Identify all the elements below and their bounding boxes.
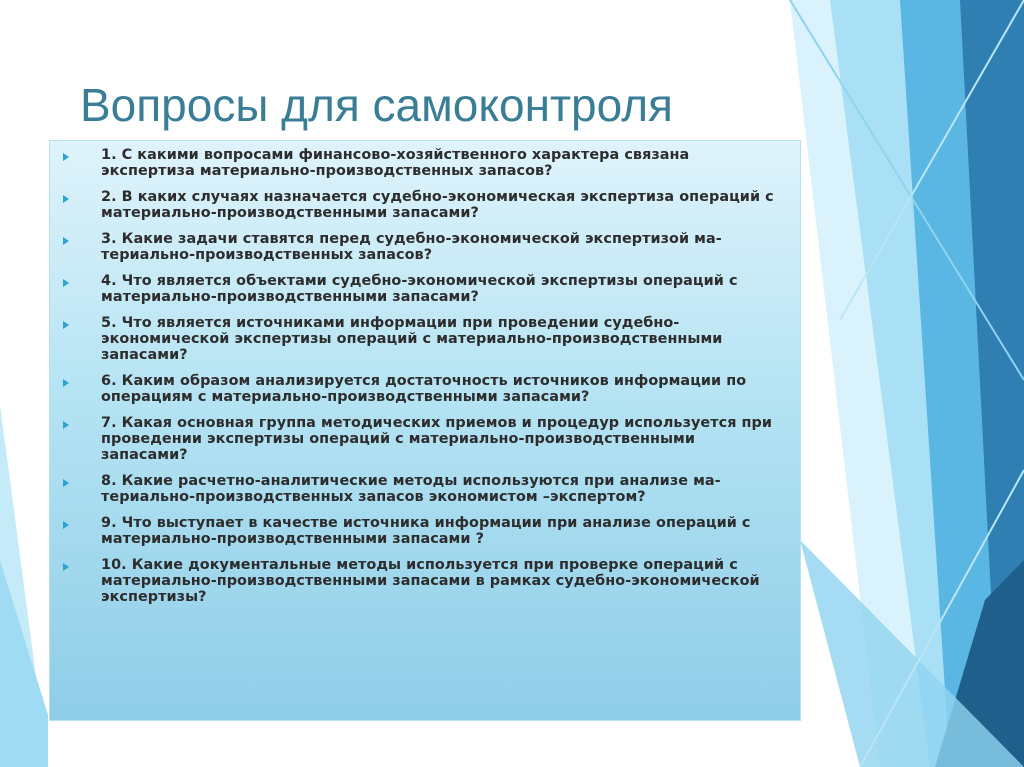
list-item	[50, 231, 782, 263]
triangle-bullet-icon	[63, 321, 69, 329]
question-text: 5. Что является источниками информации при проведении судебно-экономической экспертизы операций с материально-производственными запасами?	[101, 315, 723, 363]
triangle-bullet-icon	[63, 195, 69, 203]
triangle-bullet-icon	[63, 479, 69, 487]
list-item	[50, 273, 782, 305]
triangle-bullet-icon	[63, 379, 69, 387]
list-item	[50, 473, 782, 505]
question-text: 1. С какими вопросами финансово-хозяйственного характера связана экспертиза материально-производственных запасов?	[101, 147, 690, 179]
question-text: 10. Какие документальные методы используется при проверке операций с материально-производственными запасами в рамках судебно-экономической экспертизы?	[101, 557, 760, 605]
triangle-bullet-icon	[63, 237, 69, 245]
triangle-bullet-icon	[63, 421, 69, 429]
list-item	[50, 373, 782, 405]
question-text: 2. В каких случаях назначается судебно-экономическая экспертиза операций с материально-производственными запасами?	[101, 189, 774, 221]
triangle-bullet-icon	[63, 153, 69, 161]
triangle-bullet-icon	[63, 279, 69, 287]
questions-panel	[49, 140, 801, 721]
list-item	[50, 415, 782, 463]
question-text: 4. Что является объектами судебно-экономической экспертизы операций с материально-производственными запасами?	[101, 273, 738, 305]
list-item	[50, 147, 782, 179]
question-text: 3. Какие задачи ставятся перед судебно-экономической экспертизой ма-териально-производственных запасов?	[101, 231, 722, 263]
question-text: 8. Какие расчетно-аналитические методы используются при анализе ма-териально-производственных запасов экономистом –экспертом?	[101, 473, 721, 505]
list-item	[50, 515, 782, 547]
list-item	[50, 315, 782, 363]
question-text: 6. Каким образом анализируется достаточность источников информации по операциям с материально-производственными запасами?	[101, 373, 747, 405]
question-text: 9. Что выступает в качестве источника информации при анализе операций с материально-производственными запасами ?	[101, 515, 751, 547]
question-text: 7. Какая основная группа методических приемов и процедур используется при проведении экспертизы операций с материально-производственными запасами?	[101, 415, 773, 463]
questions-list	[50, 141, 800, 605]
slide-title: Вопросы для самоконтроля	[80, 79, 673, 131]
triangle-bullet-icon	[63, 521, 69, 529]
list-item	[50, 189, 782, 221]
list-item	[50, 557, 782, 605]
triangle-bullet-icon	[63, 563, 69, 571]
